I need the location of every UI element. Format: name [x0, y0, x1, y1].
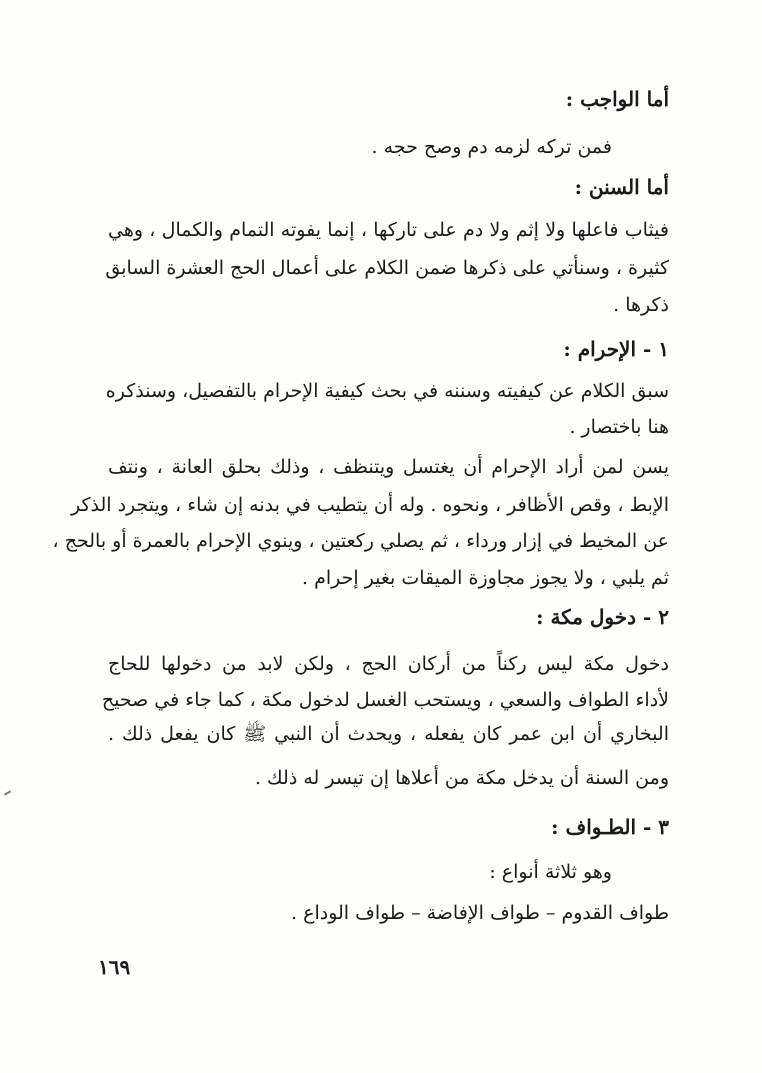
ihram-p2-line-4: ثم يلبي ، ولا يجوز مجاوزة الميقات بغير إحرام .: [302, 567, 669, 589]
page-number: ١٦٩: [98, 955, 131, 979]
makkah-p1-line-3: البخاري أن ابن عمر كان يفعله ، ويحدث أن النبي ﷺ كان يفعل ذلك .: [108, 723, 669, 745]
tawaf-types: طواف القدوم – طواف الإفاضة – طواف الوداع .: [291, 902, 669, 924]
ihram-p1-line-1: سبق الكلام عن كيفيته وسننه في بحث كيفية الإحرام بالتفصيل، وسنذكره: [105, 380, 669, 402]
makkah-p1-line-2: لأداء الطواف والسعي ، ويستحب الغسل لدخول مكة ، كما جاء في صحيح: [101, 689, 669, 711]
tawaf-intro: وهو ثلاثة أنواع :: [489, 861, 612, 883]
makkah-p2: ومن السنة أن يدخل مكة من أعلاها إن تيسر له ذلك .: [254, 767, 669, 789]
ihram-p1-line-2: هنا باختصار .: [569, 416, 669, 438]
heading-wajib: أما الواجب :: [565, 87, 669, 111]
heading-sunan: أما السنن :: [574, 175, 669, 199]
heading-makkah: ٢ - دخول مكة :: [536, 605, 669, 629]
wajib-text: فمن تركه لزمه دم وصح حجه .: [371, 136, 612, 158]
ihram-p2-line-1: يسن لمن أراد الإحرام أن يغتسل ويتنظف ، وذلك بحلق العانة ، ونتف: [108, 456, 669, 478]
heading-ihram: ١ - الإحرام :: [563, 337, 669, 361]
ihram-p2-line-2: الإبط ، وقص الأظافر ، ونحوه . وله أن يتطيب في بدنه إن شاء ، ويتجرد الذكر: [70, 494, 669, 516]
sunan-line-2: كثيرة ، وسنأتي على ذكرها ضمن الكلام على أعمال الحج العشرة السابق: [105, 257, 669, 279]
makkah-p1-line-1: دخول مكة ليس ركناً من أركان الحج ، ولكن لابد من دخولها للحاج: [108, 653, 669, 675]
scan-mark: [4, 790, 11, 795]
heading-tawaf: ٣ - الطـواف :: [551, 815, 669, 839]
ihram-p2-line-3: عن المخيط في إزار ورداء ، ثم يصلي ركعتين ، وينوي الإحرام بالعمرة أو بالحج ،: [52, 530, 669, 552]
sunan-line-3: ذكرها .: [613, 294, 669, 316]
sunan-line-1: فيثاب فاعلها ولا إثم ولا دم على تاركها ، إنما يفوته التمام والكمال ، وهي: [108, 219, 669, 241]
